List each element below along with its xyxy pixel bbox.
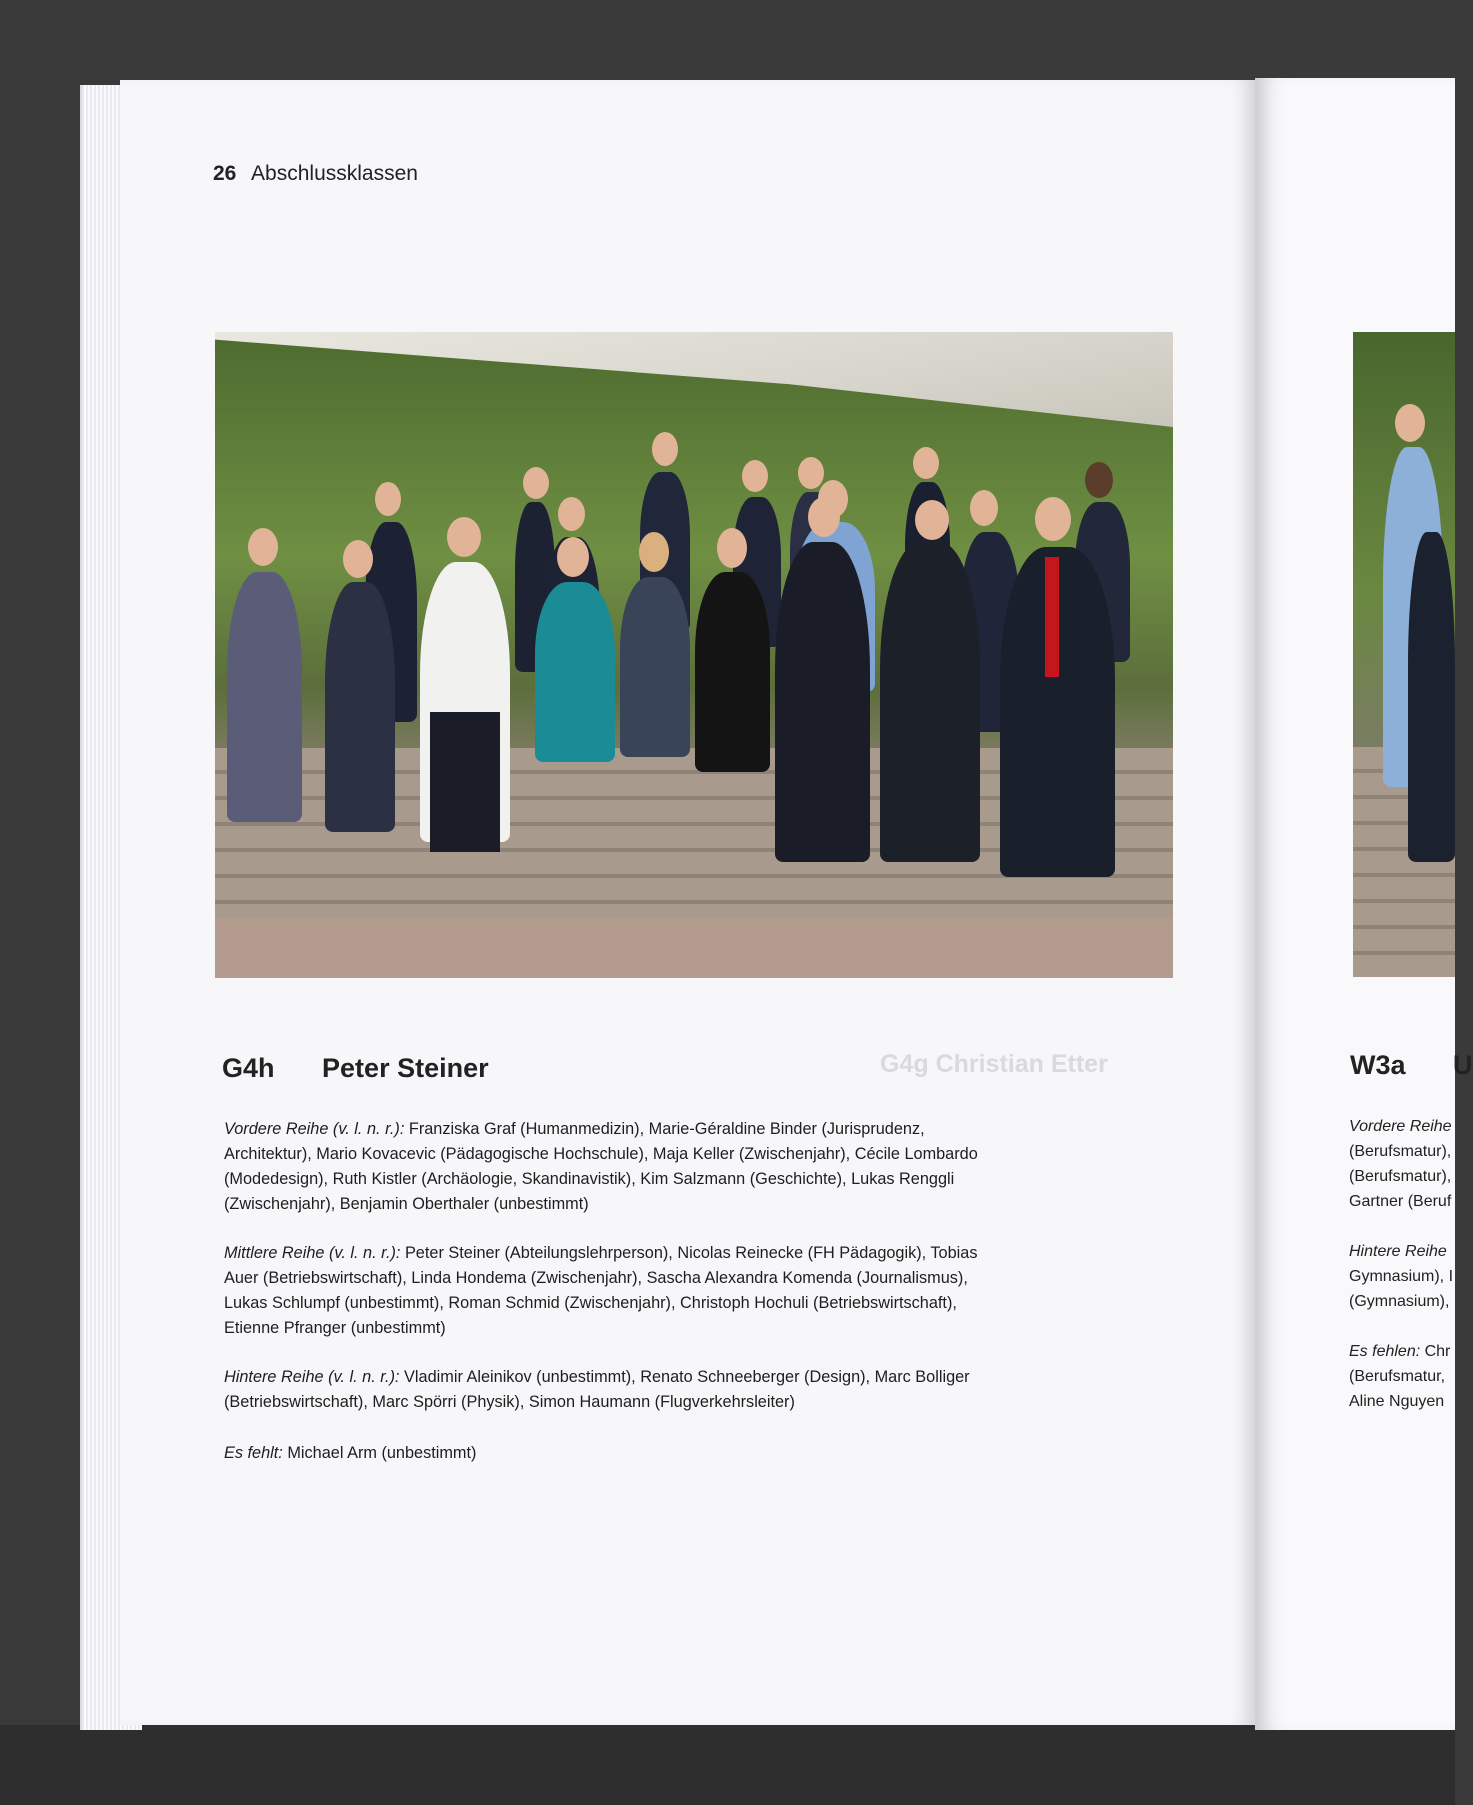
right-class-photo <box>1353 332 1455 977</box>
row-label: Vordere Reihe (v. l. n. r.): <box>224 1120 405 1138</box>
class-photo <box>215 332 1173 978</box>
right-line: (Berufsmatur), <box>1349 1143 1452 1160</box>
class-code: G4h <box>222 1053 275 1083</box>
show-through-text: G4g Christian Etter <box>880 1050 1108 1078</box>
row-names: Franziska Graf (Humanmedizin), Marie-Géraldine Binder (Jurisprudenz, Architektur), Mario Kovacevic (Pädagogische Hochschule), Maja Keller (Zwischenjahr), Cécile Lombardo (Modedesign), Ruth Kistler (Archäologie, Skandinavistik), Kim Salzmann (Geschichte), Lukas Renggli (Zwischenjahr), Benjamin Oberthaler (unbestimmt) <box>224 1120 978 1213</box>
right-line: Vordere Reihe <box>1349 1118 1452 1135</box>
missing-caption <box>224 1441 984 1466</box>
photo-ground <box>215 918 1173 978</box>
right-line: (Berufsmatur, <box>1349 1368 1446 1385</box>
right-line: Aline Nguyen <box>1349 1393 1445 1410</box>
front-row-caption <box>224 1117 984 1217</box>
row-label: Mittlere Reihe (v. l. n. r.): <box>224 1244 401 1262</box>
right-line: Es fehlen: Chr <box>1349 1343 1451 1360</box>
right-line: Gartner (Beruf <box>1349 1193 1452 1210</box>
right-class-heading <box>1350 1050 1473 1081</box>
photo-canopy <box>215 332 1173 427</box>
right-class-code: W3a <box>1350 1050 1406 1080</box>
row-names: Peter Steiner (Abteilungslehrperson), Nicolas Reinecke (FH Pädagogik), Tobias Auer (Betriebswirtschaft), Linda Hondema (Zwischenjahr), Sascha Alexandra Komenda (Journalismus), Lukas Schlumpf (unbestimmt), Roman Schmid (Zwischenjahr), Christoph Hochuli (Betriebswirtschaft), Etienne Pfranger (unbestimmt) <box>224 1244 978 1337</box>
back-row-caption <box>224 1365 984 1415</box>
row-label: Es fehlt: <box>224 1444 283 1462</box>
section-title: Abschlussklassen <box>251 162 418 185</box>
right-line: Gymnasium), I <box>1349 1268 1454 1285</box>
right-line: Hintere Reihe <box>1349 1243 1447 1260</box>
right-teacher-initial: U <box>1453 1050 1473 1080</box>
right-line: (Berufsmatur), <box>1349 1168 1452 1185</box>
page-header <box>213 162 418 186</box>
row-names: Vladimir Aleinikov (unbestimmt), Renato Schneeberger (Design), Marc Bolliger (Betriebswirtschaft), Marc Spörri (Physik), Simon Haumann (Flugverkehrsleiter) <box>224 1368 970 1411</box>
book-gutter <box>1253 80 1255 1725</box>
class-teacher: Peter Steiner <box>322 1053 489 1083</box>
row-names: Michael Arm (unbestimmt) <box>282 1444 477 1462</box>
right-line: (Gymnasium), <box>1349 1293 1450 1310</box>
middle-row-caption <box>224 1241 984 1341</box>
row-label: Hintere Reihe (v. l. n. r.): <box>224 1368 400 1386</box>
background-table <box>0 1725 1455 1805</box>
class-heading <box>222 1053 489 1084</box>
page-number: 26 <box>213 162 237 185</box>
